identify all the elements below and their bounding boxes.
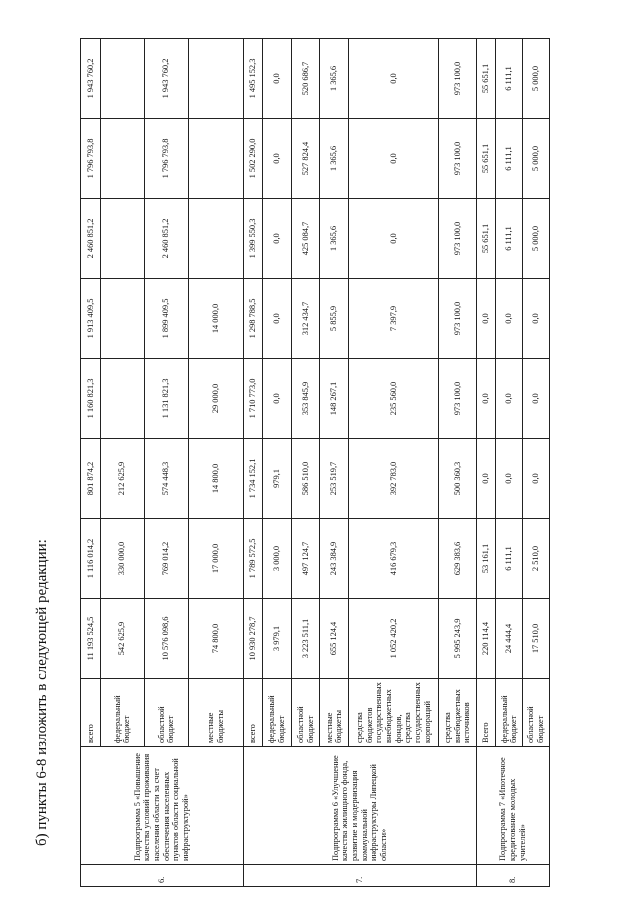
amount-cell: 243 384,9 <box>320 519 349 599</box>
amount-cell: 973 100,0 <box>439 199 476 279</box>
amount-cell: 1 399 550,3 <box>243 199 263 279</box>
amount-cell: 1 796 793,8 <box>144 119 188 199</box>
amount-cell: 1 052 420,2 <box>349 599 439 679</box>
amount-cell: 5 000,0 <box>523 199 550 279</box>
amount-cell: 2 510,0 <box>523 519 550 599</box>
amount-cell: 1 365,6 <box>320 119 349 199</box>
amount-cell: 14 800,0 <box>188 439 243 519</box>
amount-cell: 330 000,0 <box>100 519 144 599</box>
amount-cell: 0,0 <box>523 359 550 439</box>
amount-cell: 1 710 773,0 <box>243 359 263 439</box>
amount-cell: 253 519,7 <box>320 439 349 519</box>
rotated-table-wrapper <box>80 39 550 887</box>
amount-cell: 5 000,0 <box>523 39 550 119</box>
amount-cell <box>100 359 144 439</box>
amount-cell <box>100 119 144 199</box>
amount-cell: 655 124,4 <box>320 599 349 679</box>
amount-cell <box>188 119 243 199</box>
amount-cell: 0,0 <box>263 39 292 119</box>
funding-source: федеральный бюджет <box>263 679 292 747</box>
funding-source: федеральный бюджет <box>100 679 144 747</box>
amount-cell <box>100 39 144 119</box>
amount-cell: 312 434,7 <box>291 279 320 359</box>
document-heading: б) пункты 6-8 изложить в следующей редакции: <box>34 539 50 846</box>
amount-cell: 212 625,9 <box>100 439 144 519</box>
amount-cell: 0,0 <box>523 279 550 359</box>
amount-cell: 1 131 821,3 <box>144 359 188 439</box>
amount-cell: 5 000,0 <box>523 119 550 199</box>
amount-cell: 6 111,1 <box>496 39 523 119</box>
funding-source: средства внебюджетных источников <box>439 679 476 747</box>
amount-cell: 0,0 <box>523 439 550 519</box>
amount-cell: 74 800,0 <box>188 599 243 679</box>
amount-cell: 0,0 <box>349 119 439 199</box>
amount-cell: 801 874,2 <box>81 439 101 519</box>
amount-cell: 0,0 <box>349 199 439 279</box>
amount-cell: 586 510,0 <box>291 439 320 519</box>
funding-source: средства бюджетов государственных внебюджетных фондов, средства государственных корпораций <box>349 679 439 747</box>
amount-cell: 6 111,1 <box>496 199 523 279</box>
funding-source: областной бюджет <box>291 679 320 747</box>
table-row <box>81 39 101 887</box>
amount-cell <box>100 279 144 359</box>
amount-cell: 55 651,1 <box>476 119 496 199</box>
amount-cell: 0,0 <box>263 119 292 199</box>
amount-cell: 1 365,6 <box>320 39 349 119</box>
amount-cell: 10 576 098,6 <box>144 599 188 679</box>
amount-cell: 1 943 760,2 <box>81 39 101 119</box>
subprogram-name: Подпрограмма 5 «Повышение качества условий проживания населения области за счет обеспечения населенных пунктов области социальной инфраструктурой» <box>81 747 244 865</box>
amount-cell <box>188 39 243 119</box>
funding-source: федеральный бюджет <box>496 679 523 747</box>
amount-cell: 6 111,1 <box>496 119 523 199</box>
subprogram-name: Подпрограмма 6 «Улучшение качества жилищного фонда, развитие и модернизация коммунальной инфраструктуры Липецкой области» <box>243 747 476 865</box>
budget-table <box>80 38 550 887</box>
funding-source: Всего <box>476 679 496 747</box>
amount-cell: 7 397,9 <box>349 279 439 359</box>
amount-cell: 14 000,0 <box>188 279 243 359</box>
amount-cell: 353 845,9 <box>291 359 320 439</box>
amount-cell: 973 100,0 <box>439 279 476 359</box>
amount-cell: 1 365,6 <box>320 199 349 279</box>
table-row <box>476 39 496 887</box>
amount-cell: 1 913 409,5 <box>81 279 101 359</box>
funding-source: местные бюджеты <box>320 679 349 747</box>
amount-cell: 5 855,9 <box>320 279 349 359</box>
amount-cell: 2 460 851,2 <box>81 199 101 279</box>
amount-cell: 979,1 <box>263 439 292 519</box>
amount-cell: 0,0 <box>476 359 496 439</box>
amount-cell <box>188 199 243 279</box>
amount-cell: 5 995 243,9 <box>439 599 476 679</box>
amount-cell: 6 111,1 <box>496 519 523 599</box>
amount-cell: 500 360,3 <box>439 439 476 519</box>
amount-cell: 2 460 851,2 <box>144 199 188 279</box>
amount-cell: 392 783,0 <box>349 439 439 519</box>
amount-cell <box>100 199 144 279</box>
amount-cell: 1 160 821,3 <box>81 359 101 439</box>
amount-cell: 17 510,0 <box>523 599 550 679</box>
row-index: 6. <box>81 865 244 887</box>
amount-cell: 55 651,1 <box>476 39 496 119</box>
amount-cell: 235 560,0 <box>349 359 439 439</box>
amount-cell: 574 448,3 <box>144 439 188 519</box>
amount-cell: 220 114,4 <box>476 599 496 679</box>
amount-cell: 542 625,9 <box>100 599 144 679</box>
amount-cell: 416 679,3 <box>349 519 439 599</box>
amount-cell: 629 383,6 <box>439 519 476 599</box>
amount-cell: 0,0 <box>263 359 292 439</box>
funding-source: областной бюджет <box>144 679 188 747</box>
amount-cell: 17 000,0 <box>188 519 243 599</box>
amount-cell: 769 014,2 <box>144 519 188 599</box>
amount-cell: 1 796 793,8 <box>81 119 101 199</box>
amount-cell: 1 734 152,1 <box>243 439 263 519</box>
amount-cell: 0,0 <box>496 359 523 439</box>
amount-cell: 1 502 290,0 <box>243 119 263 199</box>
amount-cell: 10 930 278,7 <box>243 599 263 679</box>
amount-cell: 24 444,4 <box>496 599 523 679</box>
funding-source: областной бюджет <box>523 679 550 747</box>
funding-source: всего <box>81 679 101 747</box>
amount-cell: 527 824,4 <box>291 119 320 199</box>
amount-cell: 0,0 <box>496 439 523 519</box>
amount-cell: 1 943 760,2 <box>144 39 188 119</box>
table-body <box>81 39 550 887</box>
amount-cell: 29 000,0 <box>188 359 243 439</box>
amount-cell: 3 979,1 <box>263 599 292 679</box>
amount-cell: 0,0 <box>263 199 292 279</box>
row-index: 8. <box>476 865 549 887</box>
amount-cell: 3 000,0 <box>263 519 292 599</box>
amount-cell: 0,0 <box>263 279 292 359</box>
funding-source: местные бюджеты <box>188 679 243 747</box>
amount-cell: 0,0 <box>476 439 496 519</box>
amount-cell: 0,0 <box>496 279 523 359</box>
amount-cell: 520 686,7 <box>291 39 320 119</box>
amount-cell: 55 651,1 <box>476 199 496 279</box>
amount-cell: 1 789 572,5 <box>243 519 263 599</box>
amount-cell: 973 100,0 <box>439 359 476 439</box>
amount-cell: 3 223 511,1 <box>291 599 320 679</box>
amount-cell: 1 298 788,5 <box>243 279 263 359</box>
funding-source: всего <box>243 679 263 747</box>
amount-cell: 973 100,0 <box>439 119 476 199</box>
amount-cell: 53 161,1 <box>476 519 496 599</box>
amount-cell: 497 124,7 <box>291 519 320 599</box>
amount-cell: 0,0 <box>349 39 439 119</box>
amount-cell: 973 100,0 <box>439 39 476 119</box>
amount-cell: 1 495 152,3 <box>243 39 263 119</box>
amount-cell: 148 267,1 <box>320 359 349 439</box>
subprogram-name: Подпрограмма 7 «Ипотечное кредитование молодых учителей» <box>476 747 549 865</box>
amount-cell: 425 084,7 <box>291 199 320 279</box>
amount-cell: 11 193 524,5 <box>81 599 101 679</box>
amount-cell: 1 116 014,2 <box>81 519 101 599</box>
row-index: 7. <box>243 865 476 887</box>
amount-cell: 1 899 409,5 <box>144 279 188 359</box>
amount-cell: 0,0 <box>476 279 496 359</box>
table-row <box>243 39 263 887</box>
